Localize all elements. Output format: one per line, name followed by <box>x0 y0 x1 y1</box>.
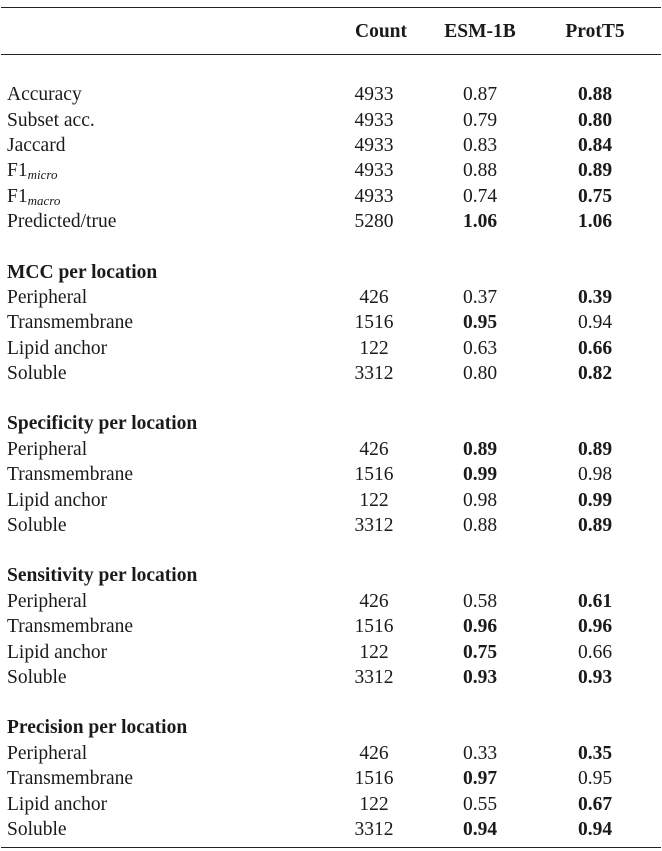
esm-value: 0.99 <box>462 464 498 486</box>
esm-value: 0.37 <box>462 286 498 308</box>
table-row <box>1 82 661 107</box>
table-row <box>1 361 661 386</box>
prot-value: 0.89 <box>577 438 613 460</box>
spacer <box>1 690 661 715</box>
table-row <box>1 158 661 183</box>
metric-label <box>1 184 325 209</box>
metric-label <box>1 133 325 158</box>
count-cell: 4933 <box>354 185 394 207</box>
count-cell: 122 <box>359 337 389 359</box>
metric-name: Transmembrane <box>7 616 134 638</box>
prot-value: 0.84 <box>577 134 613 156</box>
section-title <box>1 563 661 588</box>
prot-value: 0.80 <box>577 109 613 131</box>
prot-value: 0.94 <box>577 818 613 840</box>
metric-name: Soluble <box>7 818 67 840</box>
metric-name: Soluble <box>7 363 67 385</box>
metric-name: Jaccard <box>7 134 66 156</box>
count-cell: 122 <box>359 489 389 511</box>
metric-name: Lipid anchor <box>7 641 108 663</box>
metric-name: Transmembrane <box>7 312 134 334</box>
table-row <box>1 639 661 664</box>
esm-value: 0.88 <box>462 515 498 537</box>
count-cell: 3312 <box>354 667 394 688</box>
table-row <box>1 184 661 209</box>
prot-value: 0.99 <box>577 489 613 511</box>
metric-label <box>1 640 325 665</box>
metric-label <box>1 108 325 133</box>
count-cell: 426 <box>359 286 389 308</box>
metric-label <box>1 741 325 766</box>
header-count: Count <box>354 20 408 42</box>
esm-value: 0.55 <box>462 793 498 815</box>
table-row <box>1 817 661 842</box>
esm-value: 0.98 <box>462 489 498 511</box>
count-cell: 1516 <box>354 616 394 638</box>
prot-value: 0.66 <box>577 337 613 359</box>
prot-value: 0.66 <box>577 641 613 663</box>
prot-value: 0.88 <box>577 84 613 106</box>
metric-label <box>1 310 325 335</box>
metric-name: Soluble <box>7 515 67 537</box>
metric-name: Lipid anchor <box>7 489 108 511</box>
esm-value: 0.33 <box>462 742 498 764</box>
header-row <box>1 8 661 54</box>
metric-label <box>1 209 325 234</box>
metric-name: F1 <box>7 160 28 182</box>
count-cell: 4933 <box>354 84 394 106</box>
metric-label <box>1 817 325 842</box>
esm-value: 0.94 <box>462 818 498 840</box>
metric-name: Soluble <box>7 667 67 688</box>
section-title-text: Precision per location <box>7 717 188 739</box>
spacer <box>1 538 661 563</box>
metric-label <box>1 462 325 487</box>
header-esm: ESM-1B <box>444 20 516 42</box>
section-title <box>1 411 661 436</box>
metric-label <box>1 665 325 690</box>
metric-label <box>1 158 325 183</box>
count-cell: 4933 <box>354 134 394 156</box>
section-title-text: Specificity per location <box>7 413 198 435</box>
per-location-sections <box>1 234 661 842</box>
metric-label <box>1 82 325 107</box>
metric-label <box>1 513 325 538</box>
table-row <box>1 791 661 816</box>
prot-value: 0.82 <box>577 363 613 385</box>
metric-label <box>1 361 325 386</box>
spacer <box>1 386 661 411</box>
esm-value: 0.89 <box>462 438 498 460</box>
overall-metrics <box>1 82 661 234</box>
metric-name: Peripheral <box>7 438 88 460</box>
prot-value: 1.06 <box>577 211 613 233</box>
table-row <box>1 107 661 132</box>
metric-name: Transmembrane <box>7 768 134 790</box>
count-cell: 5280 <box>354 211 394 233</box>
metric-name: Peripheral <box>7 590 88 612</box>
esm-value: 0.96 <box>462 616 498 638</box>
metric-label <box>1 792 325 817</box>
esm-value: 0.63 <box>462 337 498 359</box>
metric-subscript: macro <box>27 192 61 208</box>
metric-name: Lipid anchor <box>7 337 108 359</box>
metric-name: Subset acc. <box>7 109 95 131</box>
metric-name: Accuracy <box>7 84 82 106</box>
table-row <box>1 614 661 639</box>
prot-value: 0.35 <box>577 742 613 764</box>
section-title <box>1 259 661 284</box>
metric-label <box>1 766 325 791</box>
esm-value: 1.06 <box>462 211 498 233</box>
prot-value: 0.39 <box>577 286 613 308</box>
count-cell: 3312 <box>354 363 394 385</box>
prot-value: 0.95 <box>577 768 613 790</box>
esm-value: 0.75 <box>462 641 498 663</box>
esm-value: 0.74 <box>462 185 498 207</box>
esm-value: 0.79 <box>462 109 498 131</box>
table-row <box>1 336 661 361</box>
count-cell: 1516 <box>354 312 394 334</box>
metric-label <box>1 437 325 462</box>
table-row <box>1 437 661 462</box>
count-cell: 122 <box>359 793 389 815</box>
table-row <box>1 665 661 690</box>
table-row <box>1 513 661 538</box>
count-cell: 3312 <box>354 515 394 537</box>
table-row <box>1 310 661 335</box>
metric-label <box>1 614 325 639</box>
metric-name: Predicted/true <box>7 211 117 233</box>
prot-value: 0.94 <box>577 312 613 334</box>
table-row <box>1 766 661 791</box>
metric-label <box>1 336 325 361</box>
table-row <box>1 487 661 512</box>
esm-value: 0.83 <box>462 134 498 156</box>
esm-value: 0.93 <box>462 667 498 688</box>
count-cell: 426 <box>359 742 389 764</box>
header-prot: ProtT5 <box>565 20 625 42</box>
prot-value: 0.96 <box>577 616 613 638</box>
section-title <box>1 715 661 740</box>
table-row <box>1 589 661 614</box>
count-cell: 4933 <box>354 160 394 182</box>
table-row <box>1 741 661 766</box>
spacer <box>1 55 661 82</box>
prot-value: 0.61 <box>577 590 613 612</box>
metric-label <box>1 589 325 614</box>
prot-value: 0.89 <box>577 160 613 182</box>
table-row <box>1 133 661 158</box>
table-row <box>1 462 661 487</box>
count-cell: 1516 <box>354 464 394 486</box>
count-cell: 426 <box>359 438 389 460</box>
prot-value: 0.75 <box>577 185 613 207</box>
esm-value: 0.88 <box>462 160 498 182</box>
esm-value: 0.87 <box>462 84 498 106</box>
prot-value: 0.98 <box>577 464 613 486</box>
metric-name: F1 <box>7 185 28 207</box>
metric-name: Peripheral <box>7 742 88 764</box>
count-cell: 122 <box>359 641 389 663</box>
section-title-text: Sensitivity per location <box>7 565 198 587</box>
spacer <box>1 234 661 259</box>
table-row <box>1 285 661 310</box>
metric-name: Transmembrane <box>7 464 134 486</box>
count-cell: 3312 <box>354 818 394 840</box>
metric-label <box>1 488 325 513</box>
bottom-rule <box>1 847 661 848</box>
metric-subscript: micro <box>27 167 58 183</box>
count-cell: 1516 <box>354 768 394 790</box>
section-title-text: MCC per location <box>7 261 158 283</box>
results-table <box>1 7 661 848</box>
prot-value: 0.93 <box>577 667 613 688</box>
esm-value: 0.80 <box>462 363 498 385</box>
metric-name: Lipid anchor <box>7 793 108 815</box>
esm-value: 0.95 <box>462 312 498 334</box>
metric-name: Peripheral <box>7 286 88 308</box>
esm-value: 0.97 <box>462 768 498 790</box>
prot-value: 0.89 <box>577 515 613 537</box>
table-row <box>1 209 661 234</box>
prot-value: 0.67 <box>577 793 613 815</box>
esm-value: 0.58 <box>462 590 498 612</box>
metric-label <box>1 285 325 310</box>
count-cell: 4933 <box>354 109 394 131</box>
count-cell: 426 <box>359 590 389 612</box>
